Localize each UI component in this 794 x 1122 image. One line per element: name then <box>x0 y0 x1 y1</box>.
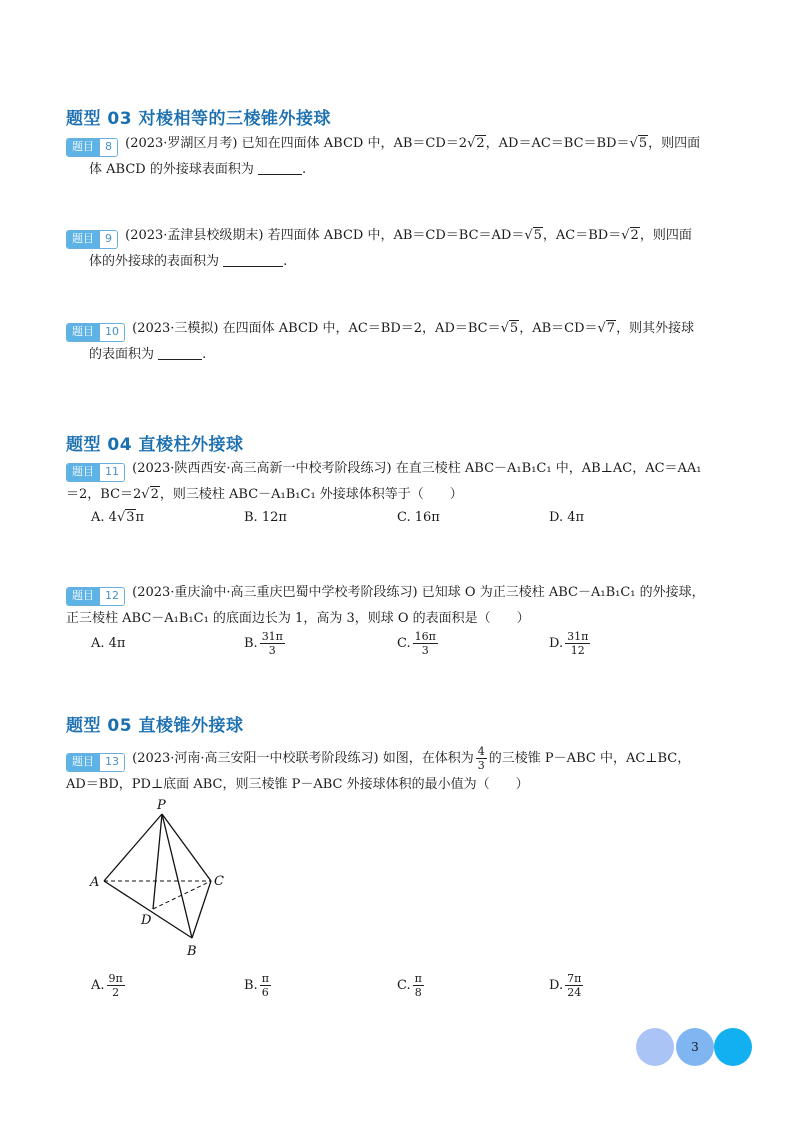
page-indicator <box>636 1028 752 1068</box>
choice-c[interactable]: C. $\frac{16\pi}{3}$ <box>397 630 436 657</box>
label-c: C <box>214 874 224 889</box>
choice-a[interactable]: A. 4√3π <box>91 510 145 525</box>
problem-source: (2023·重庆渝中·高三重庆巴蜀中学校考阶段练习) <box>132 585 418 600</box>
choice-d[interactable]: D. $\frac{31\pi}{12}$ <box>549 630 589 657</box>
problem-source: (2023·三模拟) <box>132 321 219 336</box>
choice-c[interactable]: C. $\frac{\pi}{8}$ <box>397 972 422 999</box>
choice-c[interactable]: C. 16π <box>397 510 440 525</box>
problem-tag: 题目 9 <box>66 230 118 249</box>
edge-ab <box>104 881 192 938</box>
label-p: P <box>157 798 166 813</box>
choice-b[interactable]: B. 12π <box>244 510 287 525</box>
label-a: A <box>90 875 100 890</box>
section-title-03: 题型 03 对棱相等的三棱锥外接球 <box>66 109 331 129</box>
section-title-04: 题型 04 直棱柱外接球 <box>66 435 244 455</box>
problem-source: (2023·河南·高三安阳一中校联考阶段练习) <box>132 751 379 766</box>
edge-pa <box>104 814 162 881</box>
problem-10: 题目 10 (2023·三模拟) 在四面体 ABCD 中，AC＝BD＝2，AD＝BC＝√5，AB＝CD＝√7，则其外接球 的表面积为 . <box>66 316 736 368</box>
problem-tag: 题目 11 <box>66 463 125 482</box>
problem-12: 题目 12 (2023·重庆渝中·高三重庆巴蜀中学校考阶段练习) 已知球 O 为正三棱柱 ABC－A₁B₁C₁ 的外接球， 正三棱柱 ABC－A₁B₁C₁ 的底面边长为 1，高为 3，则球 O 的表面积是（ ） <box>66 585 705 626</box>
edge-pb <box>162 814 192 938</box>
section-title-05: 题型 05 直棱锥外接球 <box>66 716 244 736</box>
answer-blank <box>258 160 302 175</box>
page-circle-right <box>714 1028 752 1066</box>
answer-blank <box>158 345 202 360</box>
problem-13: 题目 13 (2023·河南·高三安阳一中校联考阶段练习) 如图，在体积为 $\frac{4}{3}$ 的三棱锥 P－ABC 中，AC⊥BC， AD＝BD，PD⊥底面 ABC，则三棱锥 P－ABC 外接球体积的最小值为（ ） <box>66 745 691 792</box>
edge-pc <box>162 814 211 881</box>
page-number: 3 <box>691 1040 699 1054</box>
edge-pd <box>153 814 162 909</box>
problem-tag: 题目 10 <box>66 323 125 342</box>
problem-11: 题目 11 (2023·陕西西安·高三高新一中校考阶段练习) 在直三棱柱 ABC－A₁B₁C₁ 中，AB⊥AC，AC＝AA₁ ＝2，BC＝2√2，则三棱柱 ABC－A₁B₁C₁ 外接球体积等于（ ） <box>66 461 702 502</box>
page-circle-left <box>636 1028 674 1066</box>
choice-d[interactable]: D. 4π <box>549 510 585 525</box>
answer-blank <box>223 252 283 267</box>
choice-a[interactable]: A. $\frac{9\pi}{2}$ <box>91 972 123 999</box>
tetrahedron-diagram <box>80 796 240 961</box>
choice-b[interactable]: B. $\frac{31\pi}{3}$ <box>244 630 283 657</box>
problem-source: (2023·孟津县校级期末) <box>125 228 264 243</box>
problem-tag: 题目 8 <box>66 138 118 157</box>
choice-d[interactable]: D. $\frac{7\pi}{24}$ <box>549 972 582 999</box>
choice-a[interactable]: A. 4π <box>91 636 126 651</box>
problem-tag: 题目 12 <box>66 587 125 606</box>
problem-tag: 题目 13 <box>66 753 125 772</box>
problem-9: 题目 9 (2023·孟津县校级期末) 若四面体 ABCD 中，AB＝CD＝BC＝AD＝√5，AC＝BD＝√2，则四面 体的外接球的表面积为 . <box>66 223 736 275</box>
sqrt: √2 <box>467 136 485 151</box>
choice-b[interactable]: B. $\frac{\pi}{6}$ <box>244 972 269 999</box>
label-d: D <box>141 913 152 928</box>
problem-source: (2023·罗湖区月考) <box>125 136 238 151</box>
problem-source: (2023·陕西西安·高三高新一中校考阶段练习) <box>132 461 392 476</box>
problem-8: 题目 8 (2023·罗湖区月考) 已知在四面体 ABCD 中，AB＝CD＝2√2，AD＝AC＝BC＝BD＝√5，则四面 体 ABCD 的外接球表面积为 . <box>66 131 736 183</box>
label-b: B <box>187 944 197 959</box>
edge-cb <box>192 881 211 938</box>
